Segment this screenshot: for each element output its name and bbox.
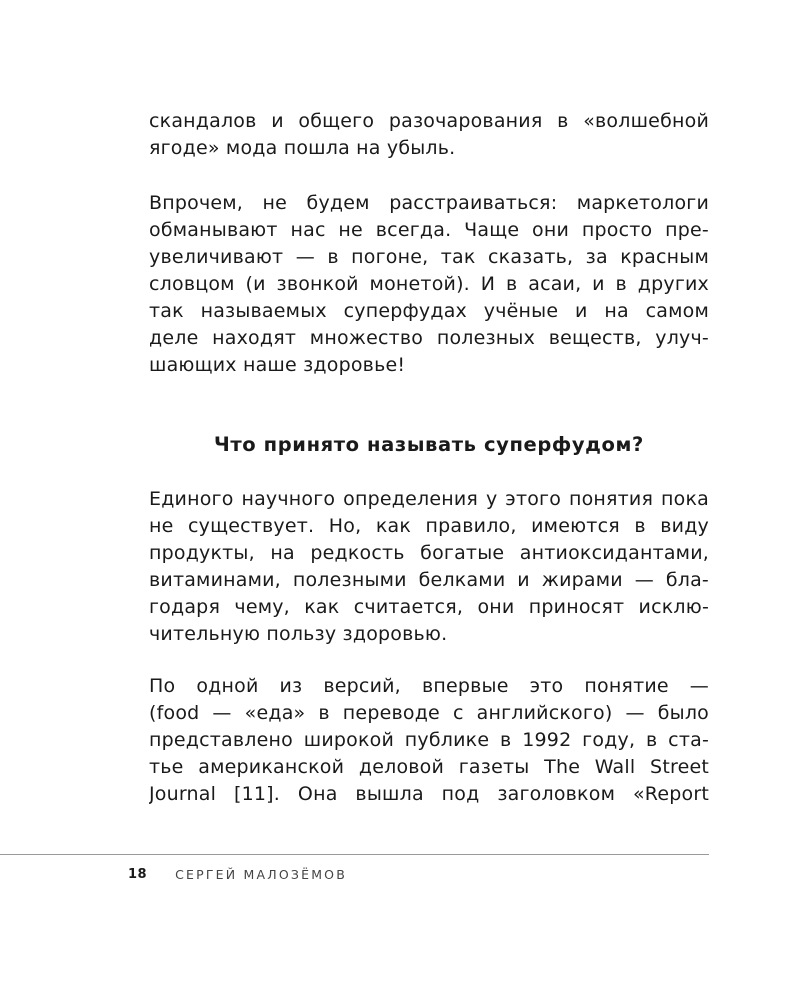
text-line: Впрочем, не будем расстраиваться: маркетологи: [149, 192, 709, 214]
text-line: представлено широкой публике в 1992 году, в ста-: [149, 729, 709, 751]
text-line: витаминами, полезными белками и жирами — бла-: [149, 569, 709, 591]
paragraph-3: [149, 486, 709, 648]
running-head-author: СЕРГЕЙ МАЛОЗЁМОВ: [175, 866, 347, 882]
text-line: так называемых суперфудах учёные и на самом: [149, 300, 709, 322]
text-line: годаря чему, как считается, они приносят исклю-: [149, 596, 709, 618]
text-line: скандалов и общего разочарования в «волшебной: [149, 110, 709, 132]
text-line: не существует. Но, как правило, имеются в виду: [149, 515, 709, 537]
text-line: тье американской деловой газеты The Wall Street: [149, 756, 709, 778]
text-line: увеличивают — в погоне, так сказать, за красным: [149, 246, 709, 268]
text-line: деле находят множество полезных веществ, улуч-: [149, 327, 709, 349]
paragraph-4: [149, 673, 709, 808]
section-heading: Что принято называть суперфудом?: [214, 433, 644, 456]
page-footer: [128, 864, 347, 884]
text-line: чительную пользу здоровью.: [149, 623, 448, 645]
page-number: 18: [128, 866, 148, 882]
text-line: обманывают нас не всегда. Чаще они просто пре-: [149, 219, 709, 241]
text-line: (food — «еда» в переводе с английского) — было: [149, 702, 709, 724]
footer-divider: [0, 854, 709, 855]
text-line: словцом (и звонкой монетой). И в асаи, и в других: [149, 273, 709, 295]
paragraph-1: [149, 108, 709, 162]
paragraph-2: [149, 190, 709, 379]
text-line: По одной из версий, впервые это понятие —: [149, 675, 709, 697]
text-line: Journal [11]. Она вышла под заголовком «Report: [149, 783, 709, 805]
text-line: ягоде» мода пошла на убыль.: [149, 137, 456, 159]
text-line: Единого научного определения у этого понятия пока: [149, 488, 709, 510]
text-line: продукты, на редкость богатые антиоксидантами,: [149, 542, 709, 564]
text-line: шающих наше здоровье!: [149, 354, 406, 376]
